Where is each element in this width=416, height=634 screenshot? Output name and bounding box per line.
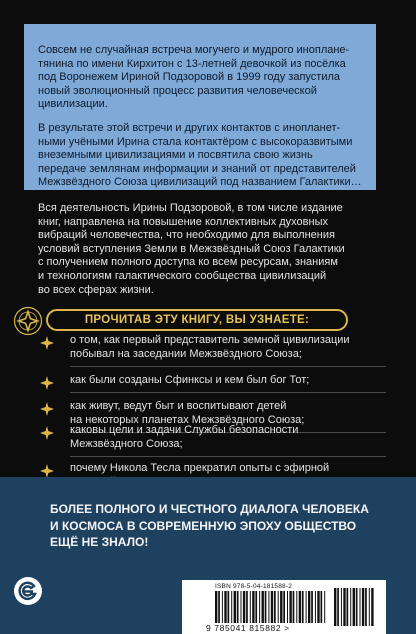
bullet-text: побывал на заседании Межзвёздного Союза;	[70, 347, 302, 360]
divider	[70, 392, 386, 393]
star-bullet-icon	[40, 402, 54, 416]
star-bullet-icon	[40, 376, 54, 390]
bullet-text: почему Никола Тесла прекратил опыты с эфирной	[70, 462, 330, 474]
main-paragraph-line: и технологиям галактического сообщества цивилизаций	[38, 269, 327, 282]
publisher-logo-icon	[14, 577, 42, 605]
bullet-text: на некоторых планетах Межзвёздного Союза;	[70, 413, 305, 426]
footer-slogan	[50, 501, 390, 551]
main-paragraph-line: книг, направлена на повышение коллективных духовных	[38, 215, 328, 228]
footer-line: ЕЩЁ НЕ ЗНАЛО!	[50, 535, 149, 549]
main-paragraph-line: вибраций человечества, что необходимо для выполнения	[38, 229, 335, 242]
intro-p2-line: внеземными цивилизациями и посвятила свою жизнь	[38, 149, 313, 162]
intro-p1-line: тянина по имени Кирхитон с 13-летней девочкой из посёлка	[38, 57, 346, 70]
main-paragraph	[38, 202, 386, 297]
divider	[70, 366, 386, 367]
banner-you-will-learn	[46, 309, 348, 331]
main-paragraph-line: с получением полного доступа ко всем ресурсам, знаниям	[38, 256, 338, 269]
star-bullet-icon	[40, 426, 54, 440]
footer-line: И КОСМОСА В СОВРЕМЕННУЮ ЭПОХУ ОБЩЕСТВО	[50, 518, 357, 533]
star-bullet-icon	[40, 336, 54, 350]
intro-blue-box	[24, 24, 376, 190]
intro-p2-line: ными учёными Ирина стала контактёром с высокоразвитыми	[38, 135, 353, 148]
star-emblem-icon	[13, 306, 43, 336]
footer-panel	[0, 477, 416, 634]
intro-p1-line: под Воронежем Ириной Подзоровой в 1999 году запустила	[38, 71, 340, 84]
bullet-text: каковы цели и задачи Службы безопасности	[70, 424, 299, 436]
divider	[70, 456, 386, 457]
banner-text: ПРОЧИТАВ ЭТУ КНИГУ, ВЫ УЗНАЕТЕ:	[84, 314, 310, 326]
intro-paragraph-2	[38, 122, 364, 190]
bullet-text: как были созданы Сфинксы и кем был бог Тот;	[70, 374, 310, 386]
intro-paragraph-1	[38, 44, 364, 112]
isbn-text: ISBN 978-5-04-181588-2	[215, 583, 293, 590]
intro-p1-line: цивилизации.	[38, 98, 108, 111]
bullet-text: Межзвёздного Союза;	[70, 437, 183, 450]
intro-p2-line: Межзвёздного Союза цивилизаций под названием Галактики…	[38, 176, 362, 189]
barcode-addon-icon	[334, 588, 374, 626]
footer-line: БОЛЕЕ ПОЛНОГО И ЧЕСТНОГО ДИАЛОГА ЧЕЛОВЕКА	[50, 502, 369, 516]
bullet-text: о том, как первый представитель земной цивилизации	[70, 334, 350, 346]
bullet-text: как живут, ведут быт и воспитывают детей	[70, 400, 287, 412]
barcode-area	[182, 580, 386, 634]
main-paragraph-line: условий вступления Земли в Межзвёздный Союз Галактики	[38, 242, 345, 255]
barcode-icon	[215, 591, 327, 623]
star-bullet-icon	[40, 464, 54, 478]
intro-p1-line: новый эволюционный процесс развития человеческой	[38, 84, 317, 97]
intro-p2-line: передаче землянам информации и знаний от представителей	[38, 162, 356, 175]
main-paragraph-line: Вся деятельность Ирины Подзоровой, в том числе издание	[38, 202, 343, 214]
main-paragraph-line: во всех сферах жизни.	[38, 283, 154, 296]
barcode-number: 9 785041 815882 >	[206, 623, 290, 633]
intro-p1-line: Совсем не случайная встреча могучего и мудрого инопланe-	[38, 44, 350, 56]
intro-p2-line: В результате этой встречи и других контактов с инопланет-	[38, 121, 341, 134]
